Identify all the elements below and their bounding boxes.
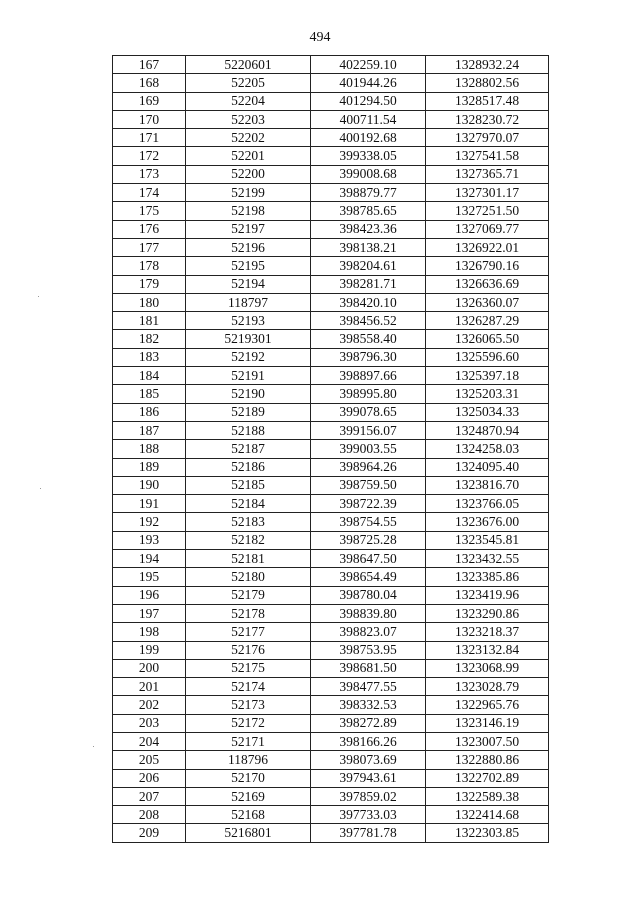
x-coordinate-cell: 397859.02 (311, 787, 426, 805)
x-coordinate-cell: 398073.69 (311, 751, 426, 769)
x-coordinate-cell: 399156.07 (311, 421, 426, 439)
y-coordinate-cell: 1323676.00 (426, 513, 549, 531)
x-coordinate-cell: 398681.50 (311, 659, 426, 677)
margin-speck (38, 296, 39, 297)
table-row (113, 824, 549, 842)
row-index-cell: 204 (113, 732, 186, 750)
y-coordinate-cell: 1327541.58 (426, 147, 549, 165)
point-id-cell: 52189 (186, 403, 311, 421)
row-index-cell: 182 (113, 330, 186, 348)
row-index-cell: 169 (113, 92, 186, 110)
table-row (113, 385, 549, 403)
y-coordinate-cell: 1322414.68 (426, 806, 549, 824)
point-id-cell: 52175 (186, 659, 311, 677)
row-index-cell: 184 (113, 367, 186, 385)
y-coordinate-cell: 1328802.56 (426, 74, 549, 92)
y-coordinate-cell: 1328932.24 (426, 56, 549, 74)
y-coordinate-cell: 1328517.48 (426, 92, 549, 110)
table-row (113, 495, 549, 513)
x-coordinate-cell: 398272.89 (311, 714, 426, 732)
x-coordinate-cell: 400711.54 (311, 110, 426, 128)
row-index-cell: 209 (113, 824, 186, 842)
row-index-cell: 198 (113, 623, 186, 641)
point-id-cell: 52191 (186, 367, 311, 385)
x-coordinate-cell: 398964.26 (311, 458, 426, 476)
row-index-cell: 179 (113, 275, 186, 293)
y-coordinate-cell: 1323132.84 (426, 641, 549, 659)
x-coordinate-cell: 398456.52 (311, 312, 426, 330)
table-row (113, 696, 549, 714)
point-id-cell: 52197 (186, 220, 311, 238)
x-coordinate-cell: 398423.36 (311, 220, 426, 238)
table-row (113, 678, 549, 696)
x-coordinate-cell: 397733.03 (311, 806, 426, 824)
table-row (113, 421, 549, 439)
row-index-cell: 181 (113, 312, 186, 330)
table-row (113, 367, 549, 385)
y-coordinate-cell: 1323218.37 (426, 623, 549, 641)
point-id-cell: 52205 (186, 74, 311, 92)
x-coordinate-cell: 398725.28 (311, 531, 426, 549)
table-row (113, 440, 549, 458)
x-coordinate-cell: 397943.61 (311, 769, 426, 787)
point-id-cell: 52171 (186, 732, 311, 750)
row-index-cell: 175 (113, 202, 186, 220)
row-index-cell: 196 (113, 586, 186, 604)
table-row (113, 787, 549, 805)
y-coordinate-cell: 1322702.89 (426, 769, 549, 787)
y-coordinate-cell: 1323146.19 (426, 714, 549, 732)
row-index-cell: 168 (113, 74, 186, 92)
point-id-cell: 52200 (186, 165, 311, 183)
table-row (113, 714, 549, 732)
row-index-cell: 173 (113, 165, 186, 183)
table-row (113, 330, 549, 348)
y-coordinate-cell: 1327251.50 (426, 202, 549, 220)
x-coordinate-cell: 398281.71 (311, 275, 426, 293)
coordinates-table (112, 55, 549, 843)
table-row (113, 604, 549, 622)
x-coordinate-cell: 398839.80 (311, 604, 426, 622)
row-index-cell: 167 (113, 56, 186, 74)
point-id-cell: 52181 (186, 550, 311, 568)
y-coordinate-cell: 1323545.81 (426, 531, 549, 549)
point-id-cell: 52204 (186, 92, 311, 110)
y-coordinate-cell: 1323816.70 (426, 476, 549, 494)
y-coordinate-cell: 1327069.77 (426, 220, 549, 238)
table-row (113, 348, 549, 366)
point-id-cell: 52196 (186, 238, 311, 256)
row-index-cell: 189 (113, 458, 186, 476)
row-index-cell: 186 (113, 403, 186, 421)
point-id-cell: 52199 (186, 184, 311, 202)
x-coordinate-cell: 398759.50 (311, 476, 426, 494)
x-coordinate-cell: 398420.10 (311, 293, 426, 311)
y-coordinate-cell: 1323007.50 (426, 732, 549, 750)
point-id-cell: 52176 (186, 641, 311, 659)
point-id-cell: 52192 (186, 348, 311, 366)
table-row (113, 623, 549, 641)
point-id-cell: 52188 (186, 421, 311, 439)
margin-speck (93, 746, 94, 747)
x-coordinate-cell: 401294.50 (311, 92, 426, 110)
point-id-cell: 52168 (186, 806, 311, 824)
row-index-cell: 174 (113, 184, 186, 202)
row-index-cell: 197 (113, 604, 186, 622)
y-coordinate-cell: 1322589.38 (426, 787, 549, 805)
table-row (113, 74, 549, 92)
point-id-cell: 118796 (186, 751, 311, 769)
row-index-cell: 200 (113, 659, 186, 677)
point-id-cell: 118797 (186, 293, 311, 311)
x-coordinate-cell: 398780.04 (311, 586, 426, 604)
table-row (113, 751, 549, 769)
table-row (113, 732, 549, 750)
y-coordinate-cell: 1324258.03 (426, 440, 549, 458)
row-index-cell: 193 (113, 531, 186, 549)
row-index-cell: 185 (113, 385, 186, 403)
y-coordinate-cell: 1328230.72 (426, 110, 549, 128)
table-row (113, 513, 549, 531)
x-coordinate-cell: 398785.65 (311, 202, 426, 220)
table-row (113, 659, 549, 677)
y-coordinate-cell: 1325397.18 (426, 367, 549, 385)
y-coordinate-cell: 1322880.86 (426, 751, 549, 769)
y-coordinate-cell: 1327970.07 (426, 129, 549, 147)
y-coordinate-cell: 1323766.05 (426, 495, 549, 513)
row-index-cell: 195 (113, 568, 186, 586)
point-id-cell: 52178 (186, 604, 311, 622)
y-coordinate-cell: 1325596.60 (426, 348, 549, 366)
x-coordinate-cell: 398332.53 (311, 696, 426, 714)
x-coordinate-cell: 399003.55 (311, 440, 426, 458)
table-row (113, 56, 549, 74)
x-coordinate-cell: 398166.26 (311, 732, 426, 750)
point-id-cell: 5220601 (186, 56, 311, 74)
x-coordinate-cell: 398995.80 (311, 385, 426, 403)
page-number: 494 (309, 30, 331, 45)
margin-speck (40, 488, 41, 489)
point-id-cell: 52172 (186, 714, 311, 732)
point-id-cell: 5219301 (186, 330, 311, 348)
row-index-cell: 192 (113, 513, 186, 531)
row-index-cell: 176 (113, 220, 186, 238)
x-coordinate-cell: 398138.21 (311, 238, 426, 256)
point-id-cell: 52193 (186, 312, 311, 330)
point-id-cell: 52201 (186, 147, 311, 165)
table-row (113, 586, 549, 604)
x-coordinate-cell: 398204.61 (311, 257, 426, 275)
row-index-cell: 170 (113, 110, 186, 128)
point-id-cell: 52177 (186, 623, 311, 641)
table-row (113, 257, 549, 275)
row-index-cell: 206 (113, 769, 186, 787)
table-row (113, 275, 549, 293)
x-coordinate-cell: 401944.26 (311, 74, 426, 92)
row-index-cell: 171 (113, 129, 186, 147)
x-coordinate-cell: 397781.78 (311, 824, 426, 842)
point-id-cell: 52184 (186, 495, 311, 513)
row-index-cell: 201 (113, 678, 186, 696)
point-id-cell: 52190 (186, 385, 311, 403)
point-id-cell: 52187 (186, 440, 311, 458)
table-row (113, 238, 549, 256)
x-coordinate-cell: 399338.05 (311, 147, 426, 165)
row-index-cell: 202 (113, 696, 186, 714)
point-id-cell: 52170 (186, 769, 311, 787)
y-coordinate-cell: 1323432.55 (426, 550, 549, 568)
x-coordinate-cell: 398477.55 (311, 678, 426, 696)
y-coordinate-cell: 1327301.17 (426, 184, 549, 202)
table-row (113, 568, 549, 586)
row-index-cell: 203 (113, 714, 186, 732)
y-coordinate-cell: 1326065.50 (426, 330, 549, 348)
point-id-cell: 52202 (186, 129, 311, 147)
x-coordinate-cell: 398879.77 (311, 184, 426, 202)
point-id-cell: 52195 (186, 257, 311, 275)
row-index-cell: 190 (113, 476, 186, 494)
table-row (113, 641, 549, 659)
y-coordinate-cell: 1326922.01 (426, 238, 549, 256)
row-index-cell: 183 (113, 348, 186, 366)
x-coordinate-cell: 398823.07 (311, 623, 426, 641)
table-row (113, 147, 549, 165)
y-coordinate-cell: 1325203.31 (426, 385, 549, 403)
y-coordinate-cell: 1322965.76 (426, 696, 549, 714)
row-index-cell: 191 (113, 495, 186, 513)
point-id-cell: 52174 (186, 678, 311, 696)
row-index-cell: 199 (113, 641, 186, 659)
point-id-cell: 52169 (186, 787, 311, 805)
row-index-cell: 207 (113, 787, 186, 805)
y-coordinate-cell: 1323419.96 (426, 586, 549, 604)
table-row (113, 550, 549, 568)
table-row (113, 293, 549, 311)
table-row (113, 458, 549, 476)
point-id-cell: 52186 (186, 458, 311, 476)
row-index-cell: 205 (113, 751, 186, 769)
point-id-cell: 52185 (186, 476, 311, 494)
y-coordinate-cell: 1325034.33 (426, 403, 549, 421)
table-row (113, 165, 549, 183)
coordinates-table-body (113, 56, 549, 843)
table-row (113, 476, 549, 494)
x-coordinate-cell: 398647.50 (311, 550, 426, 568)
table-row (113, 184, 549, 202)
x-coordinate-cell: 398754.55 (311, 513, 426, 531)
table-row (113, 806, 549, 824)
y-coordinate-cell: 1323068.99 (426, 659, 549, 677)
point-id-cell: 52179 (186, 586, 311, 604)
row-index-cell: 172 (113, 147, 186, 165)
row-index-cell: 180 (113, 293, 186, 311)
y-coordinate-cell: 1323028.79 (426, 678, 549, 696)
y-coordinate-cell: 1323385.86 (426, 568, 549, 586)
x-coordinate-cell: 398558.40 (311, 330, 426, 348)
y-coordinate-cell: 1326790.16 (426, 257, 549, 275)
table-row (113, 769, 549, 787)
table-row (113, 92, 549, 110)
y-coordinate-cell: 1324870.94 (426, 421, 549, 439)
y-coordinate-cell: 1326287.29 (426, 312, 549, 330)
x-coordinate-cell: 399008.68 (311, 165, 426, 183)
table-row (113, 110, 549, 128)
table-row (113, 202, 549, 220)
row-index-cell: 187 (113, 421, 186, 439)
y-coordinate-cell: 1322303.85 (426, 824, 549, 842)
x-coordinate-cell: 399078.65 (311, 403, 426, 421)
point-id-cell: 52183 (186, 513, 311, 531)
x-coordinate-cell: 398796.30 (311, 348, 426, 366)
table-row (113, 531, 549, 549)
y-coordinate-cell: 1326360.07 (426, 293, 549, 311)
point-id-cell: 52194 (186, 275, 311, 293)
x-coordinate-cell: 398654.49 (311, 568, 426, 586)
point-id-cell: 52173 (186, 696, 311, 714)
row-index-cell: 194 (113, 550, 186, 568)
x-coordinate-cell: 398753.95 (311, 641, 426, 659)
point-id-cell: 52180 (186, 568, 311, 586)
x-coordinate-cell: 400192.68 (311, 129, 426, 147)
x-coordinate-cell: 402259.10 (311, 56, 426, 74)
row-index-cell: 178 (113, 257, 186, 275)
row-index-cell: 208 (113, 806, 186, 824)
row-index-cell: 188 (113, 440, 186, 458)
table-row (113, 220, 549, 238)
table-row (113, 403, 549, 421)
y-coordinate-cell: 1323290.86 (426, 604, 549, 622)
y-coordinate-cell: 1326636.69 (426, 275, 549, 293)
point-id-cell: 52203 (186, 110, 311, 128)
table-row (113, 312, 549, 330)
table-row (113, 129, 549, 147)
y-coordinate-cell: 1327365.71 (426, 165, 549, 183)
x-coordinate-cell: 398722.39 (311, 495, 426, 513)
point-id-cell: 52198 (186, 202, 311, 220)
x-coordinate-cell: 398897.66 (311, 367, 426, 385)
point-id-cell: 52182 (186, 531, 311, 549)
row-index-cell: 177 (113, 238, 186, 256)
point-id-cell: 5216801 (186, 824, 311, 842)
y-coordinate-cell: 1324095.40 (426, 458, 549, 476)
